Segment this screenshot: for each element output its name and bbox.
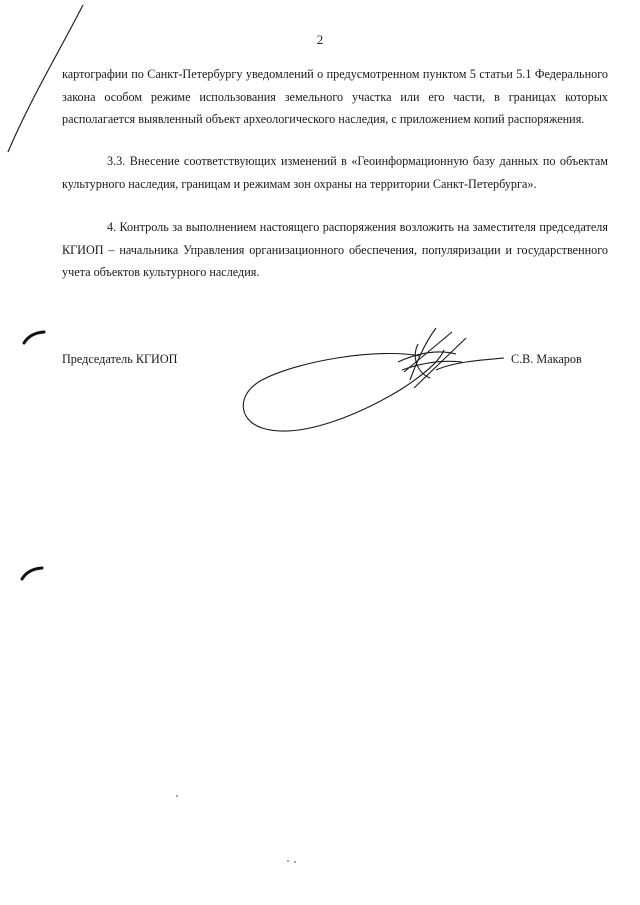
paragraph-item-4: 4. Контроль за выполнением настоящего распоряжения возложить на заместителя председателя КГИОП – начальника Управления организационного обеспечения, популяризации и государственного учета объектов культурного наследия. bbox=[62, 220, 608, 279]
binder-mark-top bbox=[24, 332, 44, 343]
signatory-title: Председатель КГИОП bbox=[62, 352, 178, 366]
handwritten-signature bbox=[243, 328, 504, 431]
signatory-name: С.В. Макаров bbox=[511, 352, 582, 366]
scan-speck bbox=[294, 861, 296, 863]
scan-speck bbox=[176, 795, 178, 797]
paragraph-item-3-3: 3.3. Внесение соответствующих изменений в «Геоинформационную базу данных по объектам культурного наследия, границам и режимам зон охраны на территории Санкт-Петербурга». bbox=[62, 154, 608, 191]
scan-speck bbox=[287, 860, 289, 862]
paragraph-continuation: картографии по Санкт-Петербургу уведомлений о предусмотренном пунктом 5 статьи 5.1 Федерального закона особом режиме использования земельного участка или его части, в границах которых располагается выявленный объект археологического наследия, с приложением копий распоряжения. bbox=[62, 67, 608, 126]
margin-pen-stroke bbox=[8, 5, 83, 152]
binder-mark-bottom bbox=[22, 568, 42, 579]
page-number: 2 bbox=[316, 32, 324, 47]
